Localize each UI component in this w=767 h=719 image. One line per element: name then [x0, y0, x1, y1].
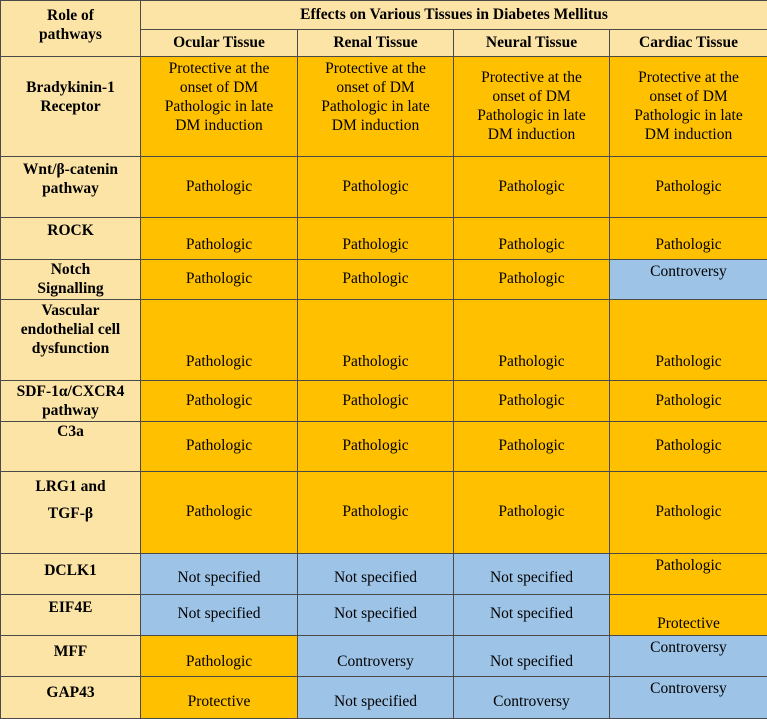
column-header-neural: Neural Tissue: [454, 30, 610, 57]
effect-cell: Protective: [141, 676, 298, 718]
effect-cell: Not specified: [298, 676, 454, 718]
effect-cell: Not specified: [141, 594, 298, 635]
table-row: [1, 635, 767, 676]
effect-cell: Pathologic: [298, 381, 454, 422]
effect-cell: Pathologic: [298, 422, 454, 472]
effect-cell: Pathologic: [610, 217, 767, 259]
role-cell: Vascular endothelial cell dysfunction: [1, 299, 141, 380]
effect-cell: Protective: [610, 594, 767, 635]
effect-cell: Not specified: [141, 554, 298, 594]
effect-cell: Pathologic: [610, 157, 767, 217]
effect-cell: Not specified: [454, 594, 610, 635]
role-header: Role of pathways: [1, 1, 141, 57]
effect-cell: Controversy: [298, 635, 454, 676]
effect-cell: Pathologic: [610, 299, 767, 380]
role-cell: ROCK: [1, 217, 141, 259]
effect-cell: Pathologic: [610, 554, 767, 594]
effect-cell: Pathologic: [454, 259, 610, 299]
effect-cell: Controversy: [610, 259, 767, 299]
role-cell: Wnt/β-catenin pathway: [1, 157, 141, 217]
effect-cell: Pathologic: [141, 422, 298, 472]
effect-cell: Pathologic: [141, 259, 298, 299]
effect-cell: Pathologic: [298, 299, 454, 380]
effect-cell: Pathologic: [298, 259, 454, 299]
effect-cell: Pathologic: [141, 472, 298, 554]
effect-cell: Pathologic: [141, 157, 298, 217]
effect-cell: Not specified: [454, 635, 610, 676]
table-row: [1, 157, 767, 217]
effect-cell: Pathologic: [454, 157, 610, 217]
effect-cell: Pathologic: [298, 472, 454, 554]
effect-cell: Pathologic: [298, 157, 454, 217]
role-cell: SDF-1α/CXCR4 pathway: [1, 381, 141, 422]
effect-cell: Protective at the onset of DM Pathologic in late DM induction: [610, 57, 767, 157]
column-header-ocular: Ocular Tissue: [141, 30, 298, 57]
table-row: [1, 554, 767, 594]
table-row: [1, 57, 767, 157]
effect-cell: Controversy: [610, 676, 767, 718]
effect-cell: Pathologic: [141, 635, 298, 676]
role-cell: Notch Signalling: [1, 259, 141, 299]
table-row: [1, 422, 767, 472]
effect-cell: Pathologic: [454, 422, 610, 472]
effect-cell: Pathologic: [141, 381, 298, 422]
role-cell: LRG1 and TGF-β: [1, 472, 141, 554]
effect-cell: Not specified: [298, 554, 454, 594]
table-row: [1, 472, 767, 554]
table-row: [1, 594, 767, 635]
column-header-renal: Renal Tissue: [298, 30, 454, 57]
role-cell: GAP43: [1, 676, 141, 718]
role-cell: Bradykinin-1 Receptor: [1, 57, 141, 157]
effect-cell: Protective at the onset of DM Pathologic in late DM induction: [454, 57, 610, 157]
effect-cell: Protective at the onset of DM Pathologic in late DM induction: [298, 57, 454, 157]
table-row: [1, 381, 767, 422]
column-header-cardiac: Cardiac Tissue: [610, 30, 767, 57]
effect-cell: Pathologic: [298, 217, 454, 259]
role-cell: C3a: [1, 422, 141, 472]
table-row: [1, 259, 767, 299]
effect-cell: Not specified: [298, 594, 454, 635]
effect-cell: Pathologic: [141, 217, 298, 259]
effect-cell: Pathologic: [610, 422, 767, 472]
effect-cell: Pathologic: [454, 217, 610, 259]
effect-cell: Controversy: [454, 676, 610, 718]
table-row: [1, 676, 767, 718]
table-row: [1, 217, 767, 259]
table-row: [1, 299, 767, 380]
role-cell: EIF4E: [1, 594, 141, 635]
effect-cell: Pathologic: [454, 299, 610, 380]
effect-cell: Pathologic: [610, 472, 767, 554]
effect-cell: Protective at the onset of DM Pathologic in late DM induction: [141, 57, 298, 157]
effects-header: Effects on Various Tissues in Diabetes Mellitus: [141, 1, 767, 30]
effect-cell: Not specified: [454, 554, 610, 594]
role-cell: DCLK1: [1, 554, 141, 594]
effect-cell: Pathologic: [141, 299, 298, 380]
effect-cell: Controversy: [610, 635, 767, 676]
role-cell: MFF: [1, 635, 141, 676]
effect-cell: Pathologic: [610, 381, 767, 422]
effect-cell: Pathologic: [454, 472, 610, 554]
effect-cell: Pathologic: [454, 381, 610, 422]
